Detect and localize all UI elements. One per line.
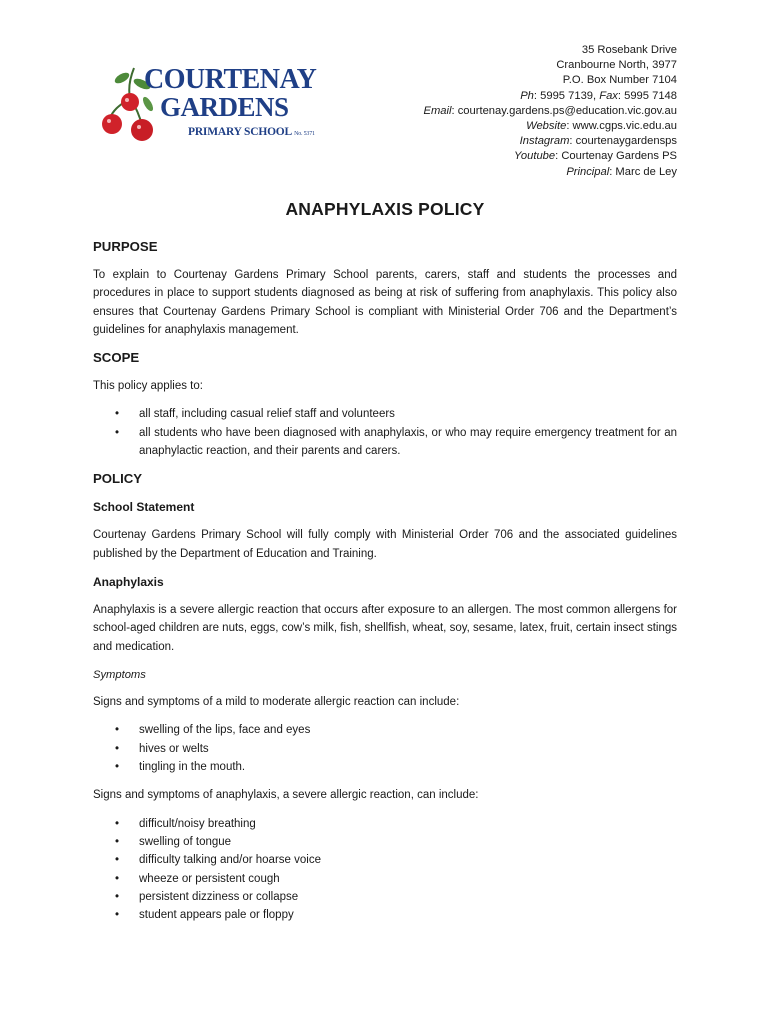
list-item: • student appears pale or floppy <box>93 906 677 924</box>
principal-label: Principal <box>566 165 610 178</box>
anaphylaxis-heading: Anaphylaxis <box>93 574 164 589</box>
scope-list <box>93 405 677 460</box>
address-phone-fax <box>424 89 678 104</box>
school-logo <box>100 64 317 150</box>
purpose-text: To explain to Courtenay Gardens Primary School parents, carers, staff and students the processes and procedures in place to support students diagnosed as being at risk of suffering from anaphylaxis. This policy also ensures that Courtenay Gardens Primary School is compliant with Ministerial Order 706 and the Department’s guidelines for anaphylaxis management. <box>93 269 677 336</box>
youtube-label: Youtube <box>514 150 556 163</box>
list-item: • all students who have been diagnosed with anaphylaxis, or who may require emergency treatment for an anaphylactic reaction, and their parents and carers. <box>93 424 677 461</box>
policy-content <box>93 238 677 934</box>
list-item: • persistent dizziness or collapse <box>93 888 677 906</box>
list-item: • all staff, including casual relief staff and volunteers <box>93 405 677 423</box>
policy-heading: POLICY <box>93 471 143 487</box>
instagram-label: Instagram <box>519 135 570 148</box>
list-item: • hives or welts <box>93 740 677 758</box>
address-youtube <box>424 149 678 164</box>
list-item: • difficulty talking and/or hoarse voice <box>93 851 677 869</box>
instagram-value: : courtenaygardensps <box>569 135 677 148</box>
logo-school-label: PRIMARY SCHOOL <box>188 126 292 138</box>
severe-symptoms-intro: Signs and symptoms of anaphylaxis, a severe allergic reaction, can include: <box>93 789 479 802</box>
address-instagram <box>424 134 678 149</box>
logo-line2: GARDENS <box>160 92 289 122</box>
mild-symptoms-intro: Signs and symptoms of a mild to moderate allergic reaction can include: <box>93 696 460 709</box>
youtube-value: : Courtenay Gardens PS <box>555 150 677 163</box>
school-address-block <box>424 43 678 180</box>
list-item: • wheeze or persistent cough <box>93 870 677 888</box>
address-principal <box>424 165 678 180</box>
email-value: : courtenay.gardens.ps@education.vic.gov.au <box>451 104 677 117</box>
logo-line3 <box>188 126 315 138</box>
website-label: Website <box>526 120 567 133</box>
anaphylaxis-text: Anaphylaxis is a severe allergic reaction that occurs after exposure to an allergen. The most common allergens for school-aged children are nuts, eggs, cow’s milk, fish, shellfish, wheat, soy, sesame, latex, fruit, certain insect stings and medication. <box>93 603 677 653</box>
address-website <box>424 119 678 134</box>
purpose-heading: PURPOSE <box>93 239 158 254</box>
phone-value: : 5995 7139, <box>533 89 600 102</box>
logo-line1: COURTENAY <box>144 64 317 95</box>
school-statement-heading: School Statement <box>93 500 195 515</box>
list-item: • swelling of tongue <box>93 833 677 851</box>
principal-value: : Marc de Ley <box>609 165 677 178</box>
email-label: Email <box>423 104 452 117</box>
address-street: 35 Rosebank Drive <box>581 44 677 56</box>
list-item: • difficult/noisy breathing <box>93 815 677 833</box>
address-po-box: P.O. Box Number 7104 <box>562 74 677 87</box>
scope-intro: This policy applies to: <box>93 380 203 393</box>
website-value: : www.cgps.vic.edu.au <box>566 120 677 133</box>
fax-label: Fax <box>599 89 618 102</box>
symptoms-heading: Symptoms <box>93 668 146 681</box>
mild-symptoms-list <box>93 721 677 776</box>
school-statement-text: Courtenay Gardens Primary School will fully comply with Ministerial Order 706 and the associated guidelines published by the Department of Education and Training. <box>93 529 677 560</box>
severe-symptoms-list <box>93 815 677 925</box>
list-item: • tingling in the mouth. <box>93 758 677 776</box>
scope-heading: SCOPE <box>93 350 140 366</box>
address-email <box>424 104 678 119</box>
phone-label: Ph <box>520 89 534 102</box>
list-item: • swelling of the lips, face and eyes <box>93 721 677 739</box>
logo-school-number: No. 5371 <box>294 131 315 137</box>
fax-value: : 5995 7148 <box>617 89 677 102</box>
address-suburb: Cranbourne North, 3977 <box>556 59 677 72</box>
page-title: ANAPHYLAXIS POLICY <box>285 199 485 219</box>
